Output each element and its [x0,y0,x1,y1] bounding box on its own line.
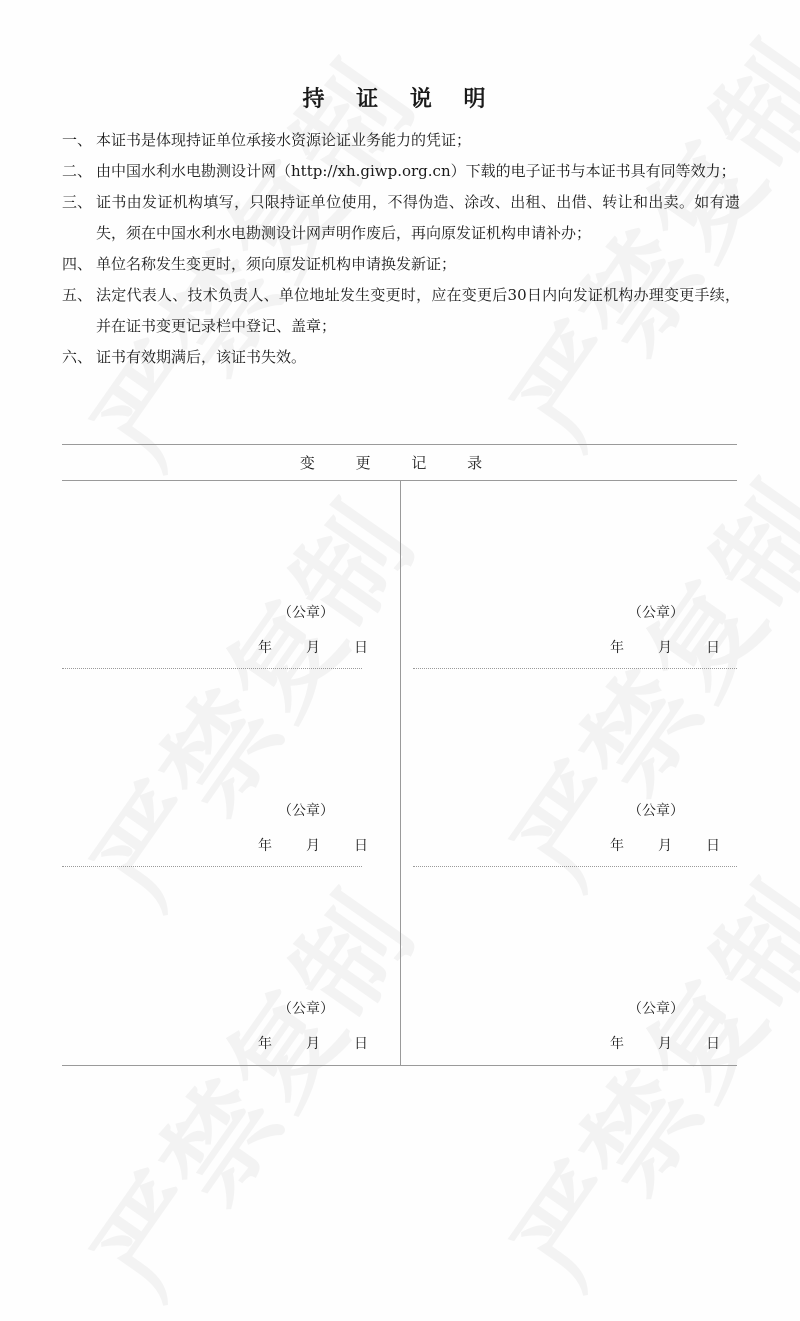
year-label: 年 [258,1036,272,1052]
date-line [258,637,368,657]
month-label: 月 [658,838,672,854]
page-title: 持 证 说 明 [302,87,498,112]
seal-label: （公章） [278,1001,334,1017]
seal-label: （公章） [278,803,334,819]
note-number: 四、 [62,255,93,273]
date-line [610,637,720,657]
day-label: 日 [354,640,368,656]
date-line [258,835,368,855]
note-item [62,125,740,156]
note-item [62,280,740,342]
note-text: 单位名称发生变更时，须向原发证机构申请换发新证； [96,255,457,273]
year-label: 年 [610,1036,624,1052]
notes-list [62,125,740,373]
month-label: 月 [306,838,320,854]
table-bottom-border [62,1065,737,1066]
row-divider [413,668,737,669]
watermark [53,857,444,1321]
note-text: 本证书是体现持证单位承接水资源论证业务能力的凭证； [96,131,472,149]
row-divider [62,866,362,867]
note-number: 二、 [62,162,93,180]
note-text: 证书由发证机构填写，只限持证单位使用，不得伪造、涂改、出租、出借、转让和出卖。如有遗失，须在中国水利水电勘测设计网声明作废后，再向原发证机构申请补办； [96,193,740,242]
day-label: 日 [706,838,720,854]
date-line [610,835,720,855]
day-label: 日 [706,640,720,656]
seal-label: （公章） [628,605,684,621]
seal-label: （公章） [628,803,684,819]
note-number: 三、 [62,193,93,211]
note-item [62,187,740,249]
note-item [62,342,740,373]
year-label: 年 [610,838,624,854]
date-line [258,1033,368,1053]
month-label: 月 [306,1036,320,1052]
day-label: 日 [354,1036,368,1052]
year-label: 年 [610,640,624,656]
note-text: 由中国水利水电勘测设计网（http://xh.giwp.org.cn）下载的电子证书与本证书具有同等效力； [96,162,736,180]
note-text: 证书有效期满后，该证书失效。 [96,348,307,366]
note-number: 六、 [62,348,93,366]
note-number: 五、 [62,286,93,304]
year-label: 年 [258,640,272,656]
year-label: 年 [258,838,272,854]
note-text: 法定代表人、技术负责人、单位地址发生变更时，应在变更后30日内向发证机构办理变更手续，并在证书变更记录栏中登记、盖章； [96,286,740,335]
note-item [62,156,740,187]
note-number: 一、 [62,131,93,149]
date-line [610,1033,720,1053]
row-divider [62,668,362,669]
day-label: 日 [706,1036,720,1052]
row-divider [413,866,737,867]
month-label: 月 [658,1036,672,1052]
seal-label: （公章） [628,1001,684,1017]
day-label: 日 [354,838,368,854]
watermark [473,847,800,1311]
watermark [53,467,444,931]
table-top-border [62,444,737,445]
records-title: 变 更 记 录 [299,454,501,472]
seal-label: （公章） [278,605,334,621]
month-label: 月 [306,640,320,656]
note-item [62,249,740,280]
table-column-divider [400,480,401,1065]
month-label: 月 [658,640,672,656]
